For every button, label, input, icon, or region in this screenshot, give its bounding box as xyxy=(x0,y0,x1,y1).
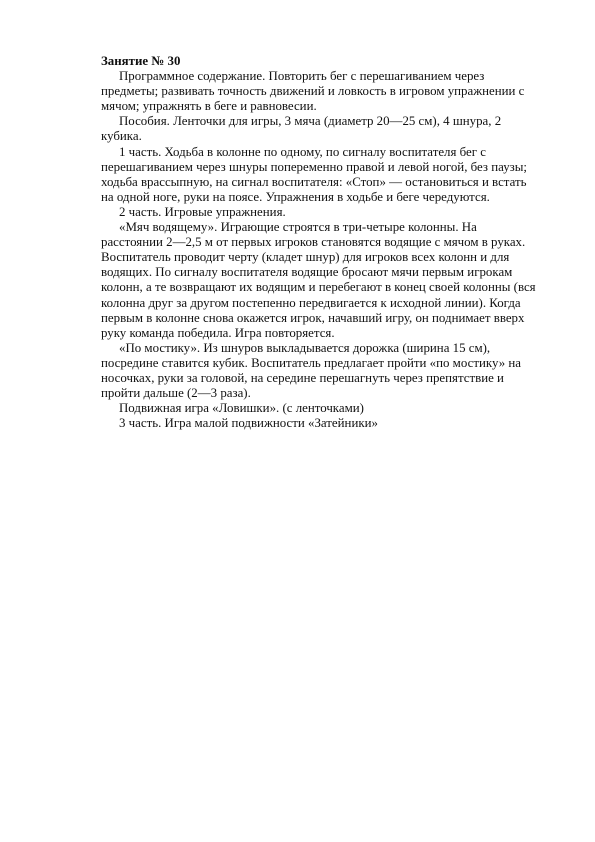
text-line: мячом; упражнять в беге и равновесии. xyxy=(101,99,317,114)
bridge-game-paragraph xyxy=(83,341,545,401)
text-line: ходьба врассыпную, на сигнал воспитателя: «Стоп» — остановиться и встать xyxy=(101,174,527,189)
text-line: перешагиванием через шнуры попеременно правой и левой ногой, без паузы; xyxy=(101,159,527,174)
text-line: Пособия. Ленточки для игры, 3 мяча (диаметр 20—25 см), 4 шнура, 2 xyxy=(119,114,502,129)
text-line: Воспитатель проводит черту (кладет шнур) для игроков всех колонн и для xyxy=(101,250,510,265)
text-line: Программное содержание. Повторить бег с перешагиванием через xyxy=(119,69,485,84)
part-three-paragraph xyxy=(83,416,545,431)
text-line: 2 часть. Игровые упражнения. xyxy=(119,204,286,219)
text-line: первым в колонне снова окажется игрок, начавший игру, он поднимает вверх xyxy=(101,310,525,325)
ball-game-paragraph xyxy=(83,220,545,341)
active-game-paragraph xyxy=(83,401,545,416)
document-body xyxy=(83,54,545,431)
part-one-paragraph xyxy=(83,145,545,205)
text-line: руку команда победила. Игра повторяется. xyxy=(101,325,335,340)
text-line: колонна друг за другом постепенно передвигается к исходной линии). Когда xyxy=(101,295,521,310)
text-line: 1 часть. Ходьба в колонне по одному, по сигналу воспитателя бег с xyxy=(119,144,486,159)
lesson-title: Занятие № 30 xyxy=(101,54,181,68)
paragraph-list xyxy=(83,69,545,431)
program-content-paragraph xyxy=(83,69,545,114)
text-line: 3 часть. Игра малой подвижности «Затейники» xyxy=(119,416,378,431)
text-line: пройти дальше (2—3 раза). xyxy=(101,386,251,401)
text-line: носочках, руки за головой, на середине перешагнуть через препятствие и xyxy=(101,370,504,385)
text-line: водящих. По сигналу воспитателя водящие бросают мячи первым игрокам xyxy=(101,265,513,280)
text-line: посредине ставится кубик. Воспитатель предлагает пройти «по мостику» на xyxy=(101,355,521,370)
text-line: «Мяч водящему». Играющие строятся в три-четыре колонны. На xyxy=(119,220,477,235)
part-two-heading xyxy=(83,205,545,220)
text-line: Подвижная игра «Ловишки». (с ленточками) xyxy=(119,401,364,416)
text-line: на одной ноге, руки на поясе. Упражнения в ходьбе и беге чередуются. xyxy=(101,189,490,204)
text-line: колонн, а те возвращают их водящим и перебегают в конец своей колонны (вся xyxy=(101,280,536,295)
text-line: «По мостику». Из шнуров выкладывается дорожка (ширина 15 см), xyxy=(119,340,491,355)
materials-paragraph xyxy=(83,114,545,144)
text-line: предметы; развивать точность движений и ловкость в игровом упражнении с xyxy=(101,84,525,99)
text-line: кубика. xyxy=(101,129,142,144)
text-line: расстоянии 2—2,5 м от первых игроков становятся водящие с мячом в руках. xyxy=(101,235,526,250)
